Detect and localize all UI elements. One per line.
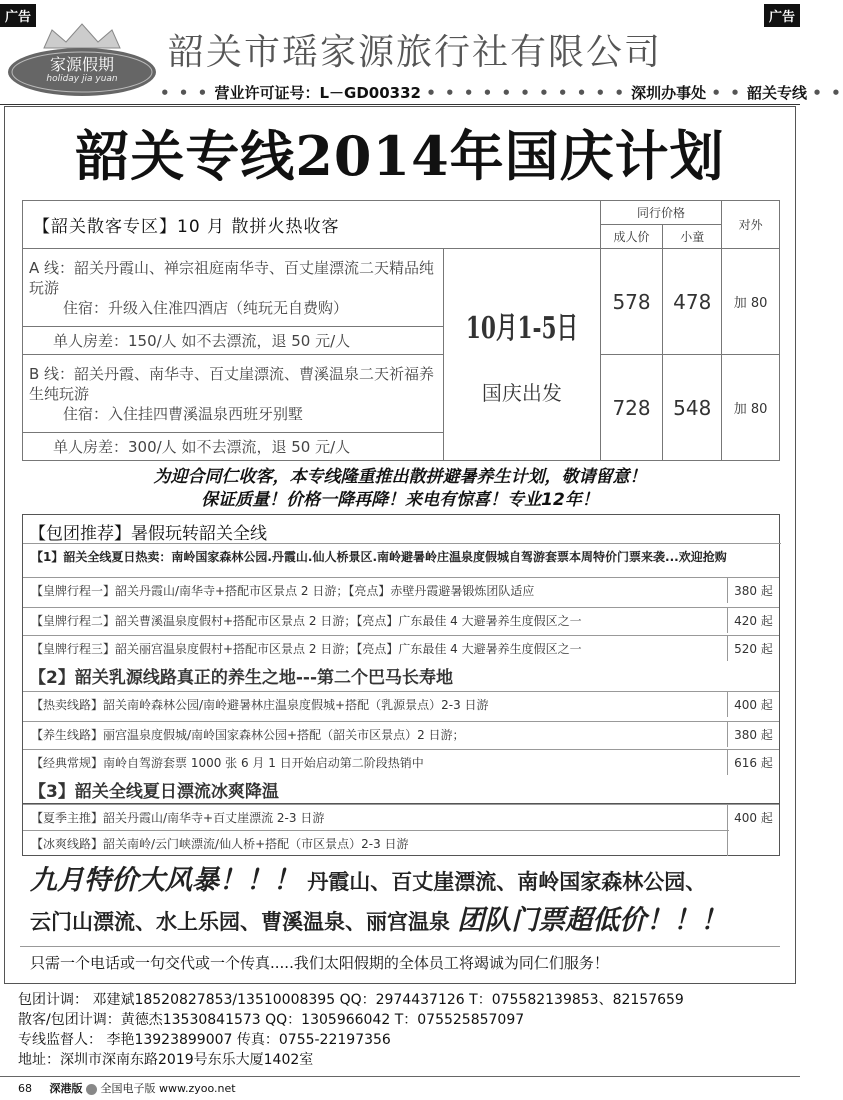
package-row: 【夏季主推】韶关丹霞山/南华寺+百丈崖漂流 2-3 日游 (23, 804, 729, 830)
package-header: 【包团推荐】暑假玩转韶关全线 (29, 524, 267, 544)
promo-spots-1: 丹霞山、百丈崖漂流、南岭国家森林公园、 (307, 870, 707, 894)
package-row: 【热卖线路】韶关南岭森林公园/南岭避暑林庄温泉度假城+搭配（乳源景点）2-3 日游 (23, 691, 729, 717)
package-row: 【皇牌行程一】韶关丹霞山/南华寺+搭配市区景点 2 日游；【亮点】赤壁丹霞避暑锻炼团队适应 (23, 577, 729, 603)
date-cell (443, 249, 600, 461)
price-table (22, 200, 780, 461)
contact-line-3: 专线监督人： 李艳13923899007 传真：0755-22197356 (18, 1032, 391, 1048)
license-label: 营业许可证号： (214, 84, 320, 102)
company-name: 韶关市瑶家源旅行社有限公司 (168, 32, 663, 73)
route-a-title: A 线：韶关丹霞山、禅宗祖庭南华寺、百丈崖漂流二天精品纯玩游 (29, 258, 435, 297)
col-peer-price: 同行价格 (600, 201, 721, 225)
route-b-adult-price: 728 (600, 355, 662, 461)
package-price: 380 起 (727, 721, 779, 747)
package-row: 【皇牌行程二】韶关曹溪温泉度假村+搭配市区景点 2 日游；【亮点】广东最佳 4 大避暑养生度假区之一 (23, 607, 729, 633)
route-a-child-price: 478 (663, 249, 722, 355)
license-number: L－GD00332 (319, 84, 421, 102)
package-row: 【皇牌行程三】韶关丽宫温泉度假村+搭配市区景点 2 日游；【亮点】广东最佳 4 大避暑养生度假区之一 (23, 635, 729, 661)
route-b-hotel: 住宿：入住挂四曹溪温泉西班牙别墅 (63, 404, 304, 423)
package-row: 【经典常规】南岭自驾游套票 1000 张 6 月 1 日开始启动第二阶段热销中 (23, 749, 729, 775)
section-2-title: 【2】韶关乳源线路真正的养生之地---第二个巴马长寿地 (29, 668, 453, 688)
promo-tagline: 团队门票超低价！！！ (457, 905, 728, 936)
page-number: 68 (18, 1082, 32, 1095)
route-a-adult-price: 578 (600, 249, 662, 355)
contact-block (18, 990, 684, 1070)
office-name: 深圳办事处 (631, 84, 707, 102)
contact-address: 地址：深圳市深南东路2019号东乐大厦1402室 (18, 1052, 314, 1068)
package-row: 【冰爽线路】韶关南岭/云门峡漂流/仙人桥+搭配（市区景点）2-3 日游 (23, 830, 729, 856)
main-title: 韶关专线2014年国庆计划 (75, 124, 725, 188)
route-a-extra: 单人房差：150/人 如不去漂流，退 50 元/人 (23, 327, 444, 355)
package-price: 520 起 (727, 635, 779, 661)
depart-label: 国庆出发 (481, 381, 562, 405)
edition-label: 深港版 (49, 1082, 83, 1095)
package-row: 【养生线路】丽宫温泉度假城/南岭国家森林公园+搭配（韶关市区景点）2 日游； (23, 721, 729, 747)
site-label: 全国电子版 www.zyoo.net (100, 1082, 236, 1095)
contact-line-2: 散客/包团计调：黄德杰13530841573 QQ：1305966042 T：075525857097 (18, 1012, 525, 1028)
package-section (22, 514, 780, 804)
promo-headline: 九月特价大风暴！！！ (30, 865, 300, 896)
slogan (0, 466, 800, 512)
col-retail: 对外 (722, 201, 780, 249)
route-b-title: B 线：韶关丹霞、南华寺、百丈崖漂流、曹溪温泉二天祈福养生纯玩游 (29, 364, 435, 403)
section-3-title: 【3】韶关全线夏日漂流冰爽降温 (29, 782, 279, 802)
service-statement: 只需一个电话或一句交代或一个传真.....我们太阳假期的全体员工将竭诚为同仁们服务！ (30, 954, 609, 972)
route-a-hotel: 住宿：升级入住准四酒店（纯玩无自费购） (63, 298, 349, 317)
promo-line-1 (30, 858, 706, 897)
top-divider (0, 104, 800, 105)
package-section-3 (22, 804, 780, 856)
col-adult: 成人价 (600, 225, 662, 249)
package-price: 400 起 (727, 804, 779, 856)
section-1-title: 【1】韶关全线夏日热卖：南岭国家森林公园.丹霞山.仙人桥景区.南岭避暑岭庄温泉度假城自驾游套票本周特价门票来袭...欢迎抢购 (23, 543, 781, 569)
travel-dates: 10月1-5日 (465, 311, 579, 346)
route-b-retail-price: 加 80 (722, 355, 780, 461)
ad-tag-right: 广告 (764, 4, 800, 27)
seal-icon (86, 1084, 97, 1095)
contact-line-1: 包团计调： 邓建斌18520827853/13510008395 QQ：2974437126 T：075582139853、82157659 (18, 992, 684, 1008)
route-a-retail-price: 加 80 (722, 249, 780, 355)
package-price: 380 起 (727, 577, 779, 603)
package-price: 616 起 (727, 749, 779, 775)
table-header: 【韶关散客专区】10 月 散拼火热收客 (23, 201, 601, 249)
route-b-extra: 单人房差：300/人 如不去漂流，退 50 元/人 (23, 433, 444, 461)
package-price: 400 起 (727, 691, 779, 717)
package-price: 420 起 (727, 607, 779, 633)
line-name: 韶关专线 (747, 84, 808, 102)
slogan-line-1: 为迎合同仁收客，本专线隆重推出散拼避暑养生计划，敬请留意！ (153, 467, 647, 487)
service-divider (20, 946, 780, 947)
page-footer (18, 1080, 236, 1096)
slogan-line-2: 保证质量！价格一降再降！来电有惊喜！专业12年！ (201, 490, 599, 510)
col-child: 小童 (663, 225, 722, 249)
route-b-child-price: 548 (663, 355, 722, 461)
ad-tag-left: 广告 (0, 4, 36, 27)
route-a-desc (23, 249, 444, 327)
license-line: • • • 营业许可证号：L－GD00332 • • • • • • • • • • • 深圳办事处 • • 韶关专线 • • (160, 84, 843, 102)
logo-text-cn: 家源假期 (49, 55, 114, 74)
route-b-desc (23, 355, 444, 433)
promo-line-2 (30, 898, 727, 937)
logo-text-en: holiday jia yuan (46, 74, 118, 84)
promo-spots-2: 云门山漂流、水上乐园、曹溪温泉、丽宫温泉 (30, 910, 450, 934)
footer-divider (0, 1076, 800, 1077)
